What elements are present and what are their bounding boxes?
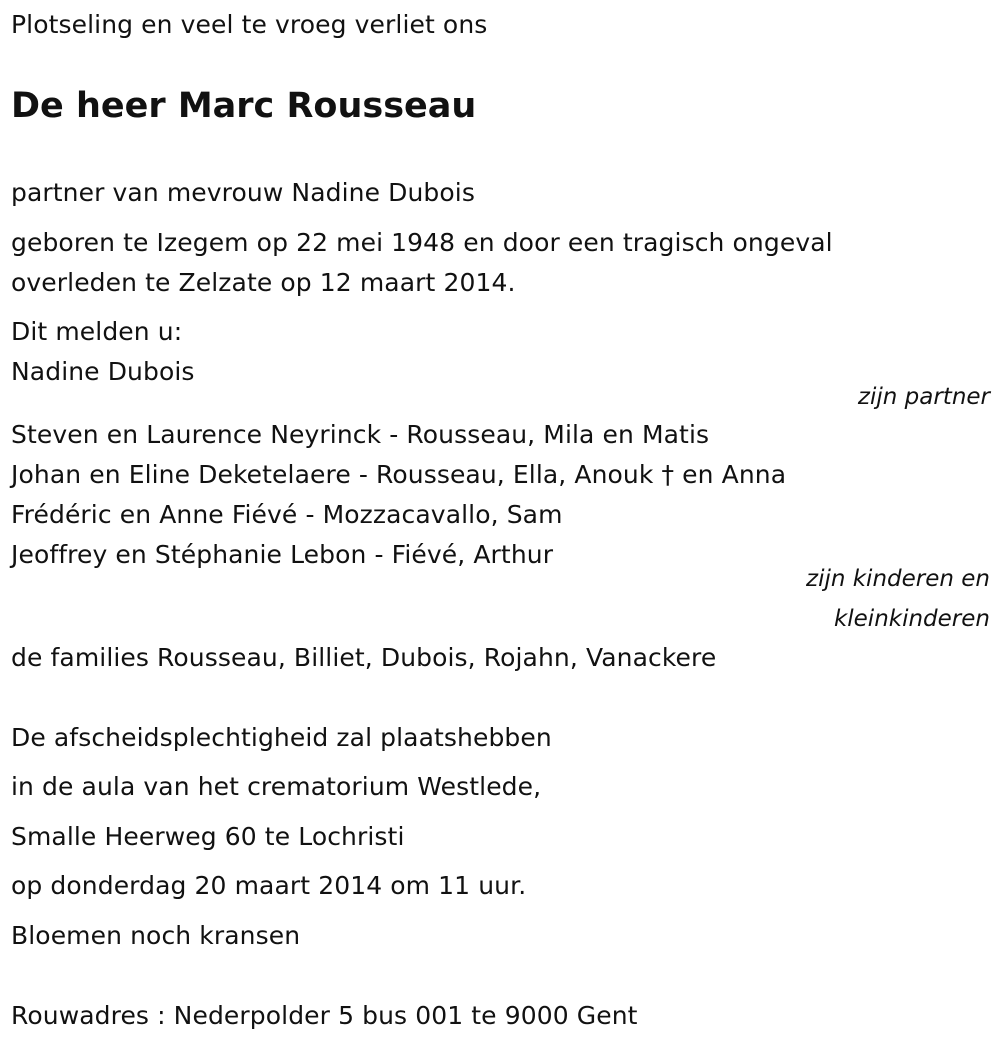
mourning-address: Rouwadres : Nederpolder 5 bus 001 te 9000 Gent (11, 1001, 638, 1030)
children-line-4: Jeoffrey en Stéphanie Lebon - Fiévé, Arthur (11, 540, 554, 569)
intro-text: Plotseling en veel te vroeg verliet ons (11, 10, 488, 39)
birth-line-1: geboren te Izegem op 22 mei 1948 en door een tragisch ongeval (11, 228, 833, 257)
ceremony-line-3: Smalle Heerweg 60 te Lochristi (11, 822, 405, 851)
children-role-line-1: zijn kinderen en (806, 566, 990, 592)
ceremony-line-5: Bloemen noch kransen (11, 921, 301, 950)
ceremony-line-4: op donderdag 20 maart 2014 om 11 uur. (11, 871, 527, 900)
partner-name: Nadine Dubois (11, 357, 195, 386)
ceremony-line-1: De afscheidsplechtigheid zal plaatshebben (11, 723, 552, 752)
announcers-intro: Dit melden u: (11, 317, 183, 346)
children-role-line-2: kleinkinderen (833, 606, 990, 632)
children-line-1: Steven en Laurence Neyrinck - Rousseau, Mila en Matis (11, 420, 710, 449)
ceremony-line-2: in de aula van het crematorium Westlede, (11, 772, 542, 801)
deceased-name: De heer Marc Rousseau (11, 86, 477, 126)
children-line-2: Johan en Eline Deketelaere - Rousseau, Ella, Anouk † en Anna (11, 460, 787, 489)
partner-role: zijn partner (857, 384, 990, 410)
partner-line: partner van mevrouw Nadine Dubois (11, 178, 475, 207)
birth-line-2: overleden te Zelzate op 12 maart 2014. (11, 268, 516, 297)
families-line: de families Rousseau, Billiet, Dubois, Rojahn, Vanackere (11, 643, 717, 672)
children-line-3: Frédéric en Anne Fiévé - Mozzacavallo, Sam (11, 500, 563, 529)
